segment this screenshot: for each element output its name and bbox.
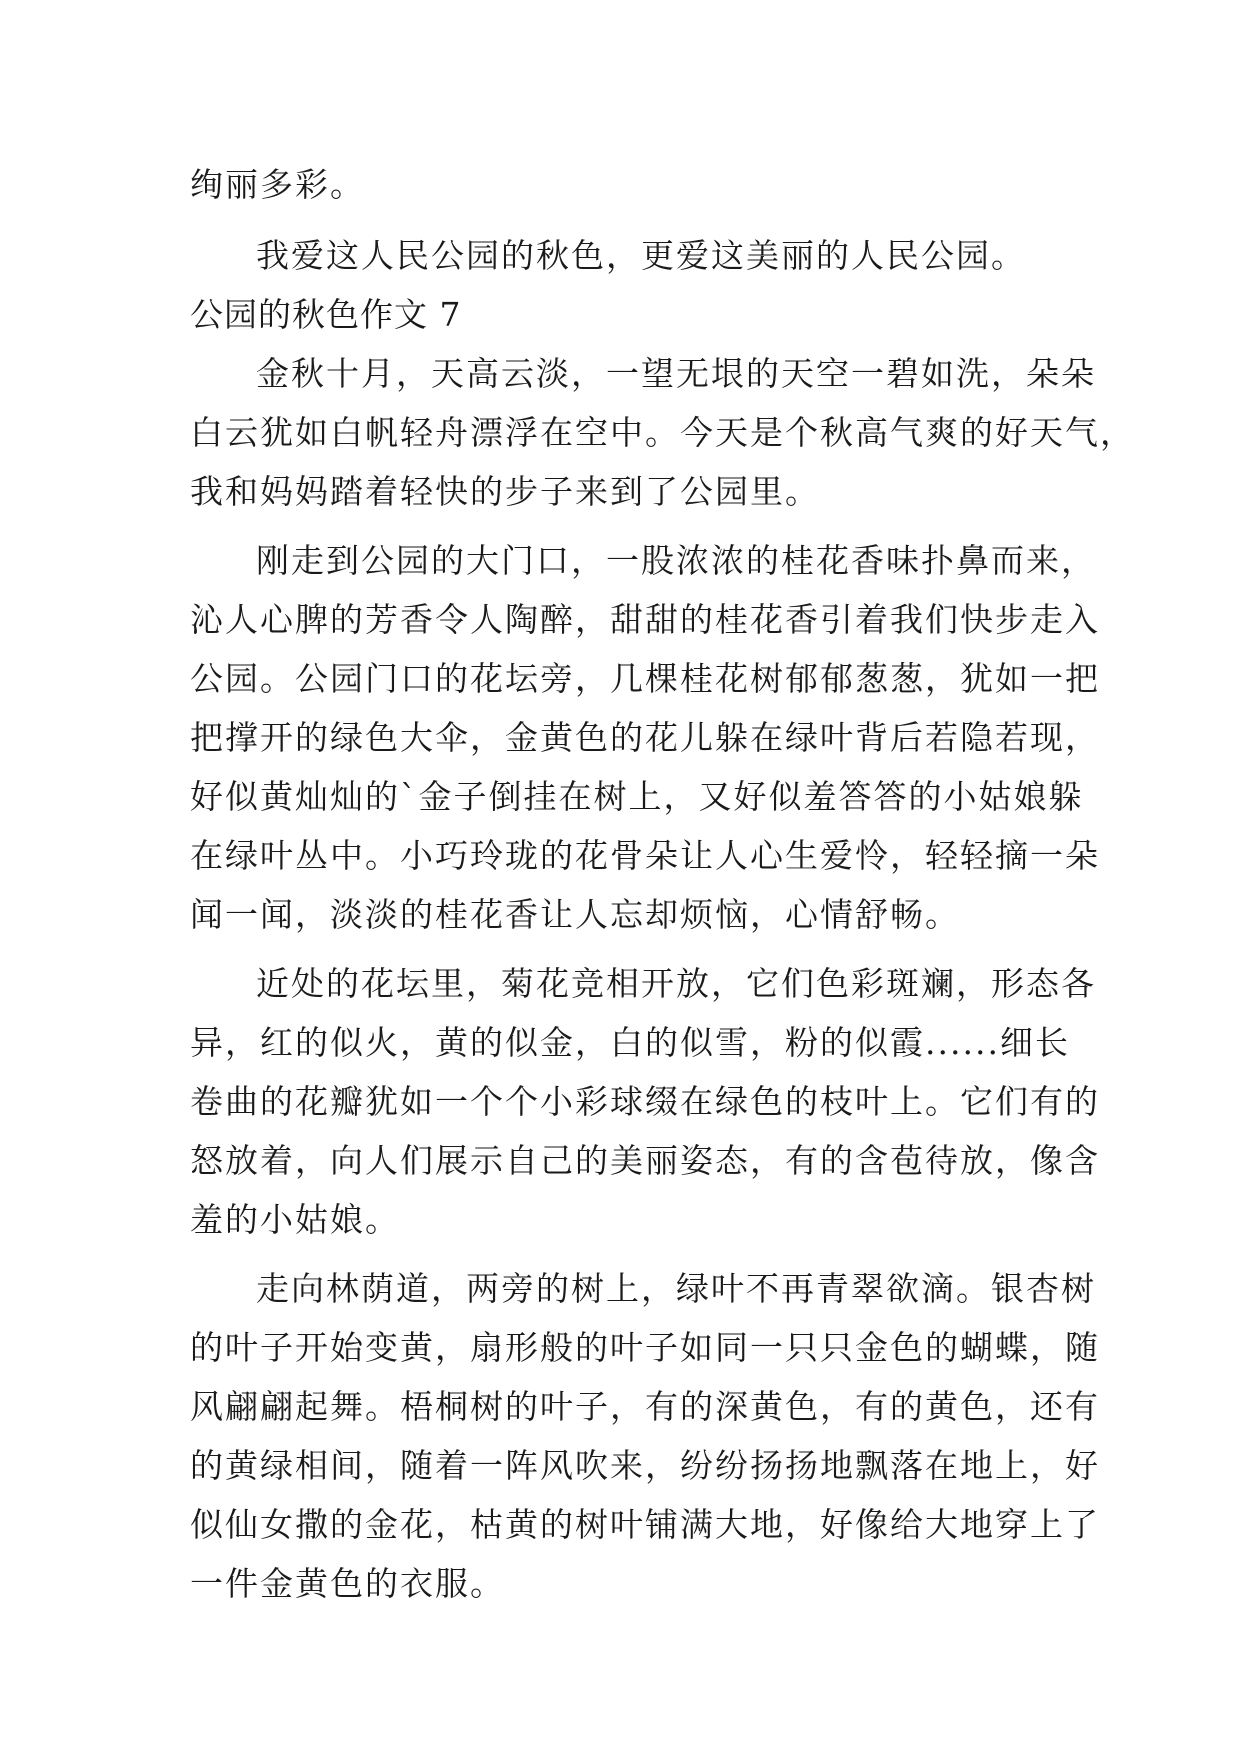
text-line: 羞的小姑娘。 <box>190 1200 400 1239</box>
text-line: 闻一闻，淡淡的桂花香让人忘却烦恼，心情舒畅。 <box>190 895 960 934</box>
essay-title: 公园的秋色作文 7 <box>190 295 462 334</box>
text-line: 的叶子开始变黄，扇形般的叶子如同一只只金色的蝴蝶，随 <box>190 1328 1100 1367</box>
text-line: 似仙女撒的金花，枯黄的树叶铺满大地，好像给大地穿上了 <box>190 1505 1100 1544</box>
text-line: 近处的花坛里，菊花竞相开放，它们色彩斑斓，形态各 <box>256 964 1096 1003</box>
text-line: 卷曲的花瓣犹如一个个小彩球缀在绿色的枝叶上。它们有的 <box>190 1082 1100 1121</box>
text-line: 金秋十月，天高云淡，一望无垠的天空一碧如洗，朵朵 <box>256 354 1096 393</box>
closing-paragraph <box>190 226 1070 285</box>
text-line: 走向林荫道，两旁的树上，绿叶不再青翠欲滴。银杏树 <box>256 1269 1096 1308</box>
text-line: 沁人心脾的芳香令人陶醉，甜甜的桂花香引着我们快步走入 <box>190 600 1100 639</box>
text-line: 白云犹如白帆轻舟漂浮在空中。今天是个秋高气爽的好天气， <box>190 413 1135 452</box>
paragraph-2 <box>190 531 1100 944</box>
text-line: 异，红的似火，黄的似金，白的似雪，粉的似霞......细长 <box>190 1023 1070 1062</box>
paragraph-3 <box>190 954 1100 1249</box>
text-line: 怒放着，向人们展示自己的美丽姿态，有的含苞待放，像含 <box>190 1141 1100 1180</box>
text-line: 好似黄灿灿的`金子倒挂在树上，又好似羞答答的小姑娘躲 <box>190 777 1084 816</box>
text-line: 一件金黄色的衣服。 <box>190 1564 505 1603</box>
document-page <box>190 155 1135 1613</box>
text-line: 我爱这人民公园的秋色，更爱这美丽的人民公园。 <box>256 236 1026 275</box>
paragraph-4 <box>190 1259 1100 1613</box>
text-line: 在绿叶丛中。小巧玲珑的花骨朵让人心生爱怜，轻轻摘一朵 <box>190 836 1100 875</box>
text-line: 风翩翩起舞。梧桐树的叶子，有的深黄色，有的黄色，还有 <box>190 1387 1100 1426</box>
text-line: 刚走到公园的大门口，一股浓浓的桂花香味扑鼻而来， <box>256 541 1096 580</box>
text-line: 把撑开的绿色大伞，金黄色的花儿躲在绿叶背后若隐若现， <box>190 718 1100 757</box>
intro-paragraph <box>190 155 1070 214</box>
text-line: 的黄绿相间，随着一阵风吹来，纷纷扬扬地飘落在地上，好 <box>190 1446 1100 1485</box>
text-line: 我和妈妈踏着轻快的步子来到了公园里。 <box>190 472 820 511</box>
text-line: 公园。公园门口的花坛旁，几棵桂花树郁郁葱葱，犹如一把 <box>190 659 1100 698</box>
text-line: 绚丽多彩。 <box>190 165 365 204</box>
paragraph-1 <box>190 344 1135 521</box>
